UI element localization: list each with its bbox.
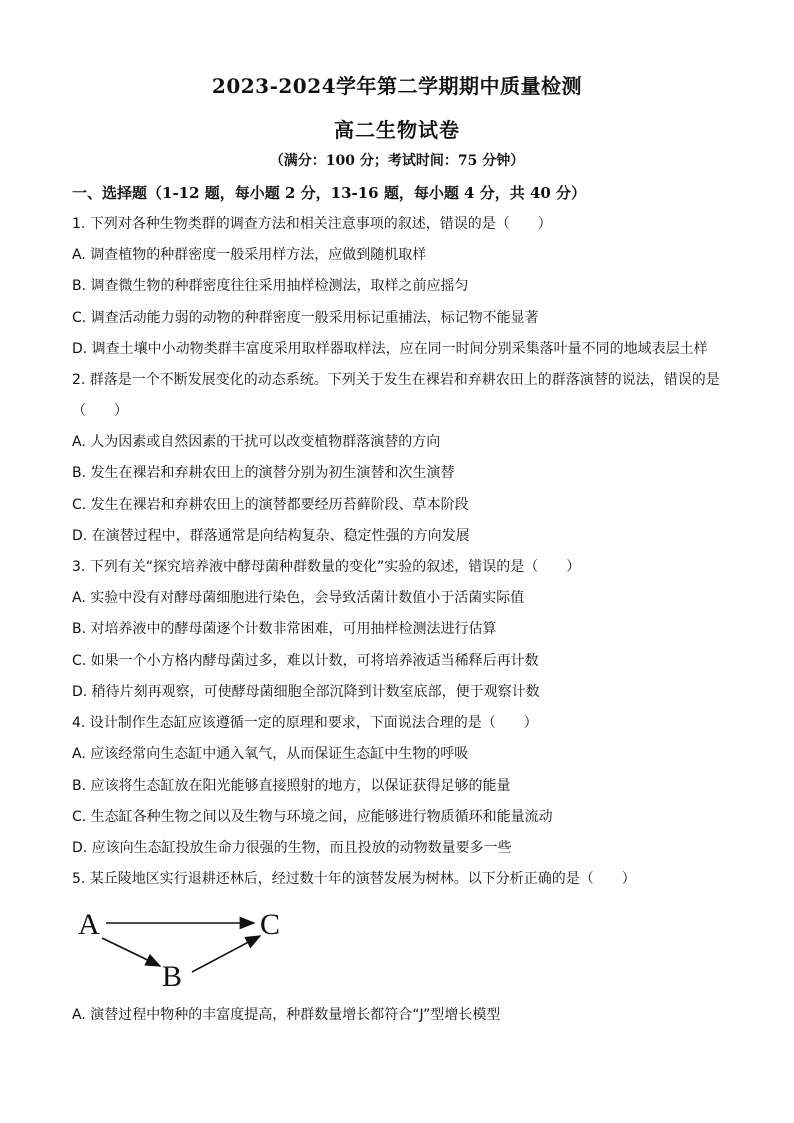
node-a: A: [78, 908, 100, 941]
q1-option-b: B. 调查微生物的种群密度往往采用抽样检测法，取样之前应摇匀: [72, 278, 469, 294]
node-c: C: [260, 908, 281, 941]
exam-subtitle: 高二生物试卷: [334, 118, 460, 142]
question-1: 1. 下列对各种生物类群的调查方法和相关注意事项的叙述，错误的是（ ）: [72, 216, 552, 232]
question-3: 3. 下列有关“探究培养液中酵母菌种群数量的变化”实验的叙述，错误的是（ ）: [72, 559, 581, 575]
q2-option-a: A. 人为因素或自然因素的干扰可以改变植物群落演替的方向: [72, 434, 441, 450]
question-5: 5. 某丘陵地区实行退耕还林后，经过数十年的演替发展为树林。以下分析正确的是（ ）: [72, 871, 636, 887]
q5-option-a: A. 演替过程中物种的丰富度提高，种群数量增长都符合“J”型增长模型: [72, 1007, 501, 1023]
exam-title: 2023-2024学年第二学期期中质量检测: [211, 74, 583, 98]
q4-option-d: D. 应该向生态缸投放生命力很强的生物，而且投放的动物数量要多一些: [72, 840, 512, 856]
arrow-b-to-c: [192, 936, 260, 972]
q4-option-c: C. 生态缸各种生物之间以及生物与环境之间，应能够进行物质循环和能量流动: [72, 809, 553, 825]
arrow-a-to-b: [102, 938, 160, 966]
q2-option-c: C. 发生在裸岩和弃耕农田上的演替都要经历苔藓阶段、草本阶段: [72, 497, 469, 513]
q3-option-b: B. 对培养液中的酵母菌逐个计数非常困难，可用抽样检测法进行估算: [72, 621, 497, 637]
question-4: 4. 设计制作生态缸应该遵循一定的原理和要求，下面说法合理的是（ ）: [72, 715, 538, 731]
succession-diagram: [72, 900, 302, 995]
section-title: 一、选择题（1-12 题，每小题 2 分，13-16 题，每小题 4 分，共 40 分）: [72, 184, 587, 202]
q3-option-d: D. 稍待片刻再观察，可使酵母菌细胞全部沉降到计数室底部，便于观察计数: [72, 684, 540, 700]
q4-option-b: B. 应该将生态缸放在阳光能够直接照射的地方，以保证获得足够的能量: [72, 778, 511, 794]
q2-option-d: D. 在演替过程中，群落通常是向结构复杂、稳定性强的方向发展: [72, 528, 470, 544]
q1-option-d: D. 调查土壤中小动物类群丰富度采用取样器取样法，应在同一时间分别采集落叶量不同的地域表层土样: [72, 341, 708, 357]
node-b: B: [162, 960, 183, 993]
q1-option-c: C. 调查活动能力弱的动物的种群密度一般采用标记重捕法，标记物不能显著: [72, 310, 539, 326]
exam-note: （满分：100 分；考试时间：75 分钟）: [269, 153, 525, 169]
q2-option-b: B. 发生在裸岩和弃耕农田上的演替分别为初生演替和次生演替: [72, 465, 455, 481]
question-2-bracket: （ ）: [72, 403, 128, 419]
question-2: 2. 群落是一个不断发展变化的动态系统。下列关于发生在裸岩和弃耕农田上的群落演替的说法，错误的是: [72, 372, 720, 388]
q4-option-a: A. 应该经常向生态缸中通入氧气，从而保证生态缸中生物的呼吸: [72, 746, 469, 762]
q3-option-c: C. 如果一个小方格内酵母菌过多，难以计数，可将培养液适当稀释后再计数: [72, 653, 539, 669]
q3-option-a: A. 实验中没有对酵母菌细胞进行染色，会导致活菌计数值小于活菌实际值: [72, 590, 525, 606]
q1-option-a: A. 调查植物的种群密度一般采用样方法，应做到随机取样: [72, 247, 427, 263]
